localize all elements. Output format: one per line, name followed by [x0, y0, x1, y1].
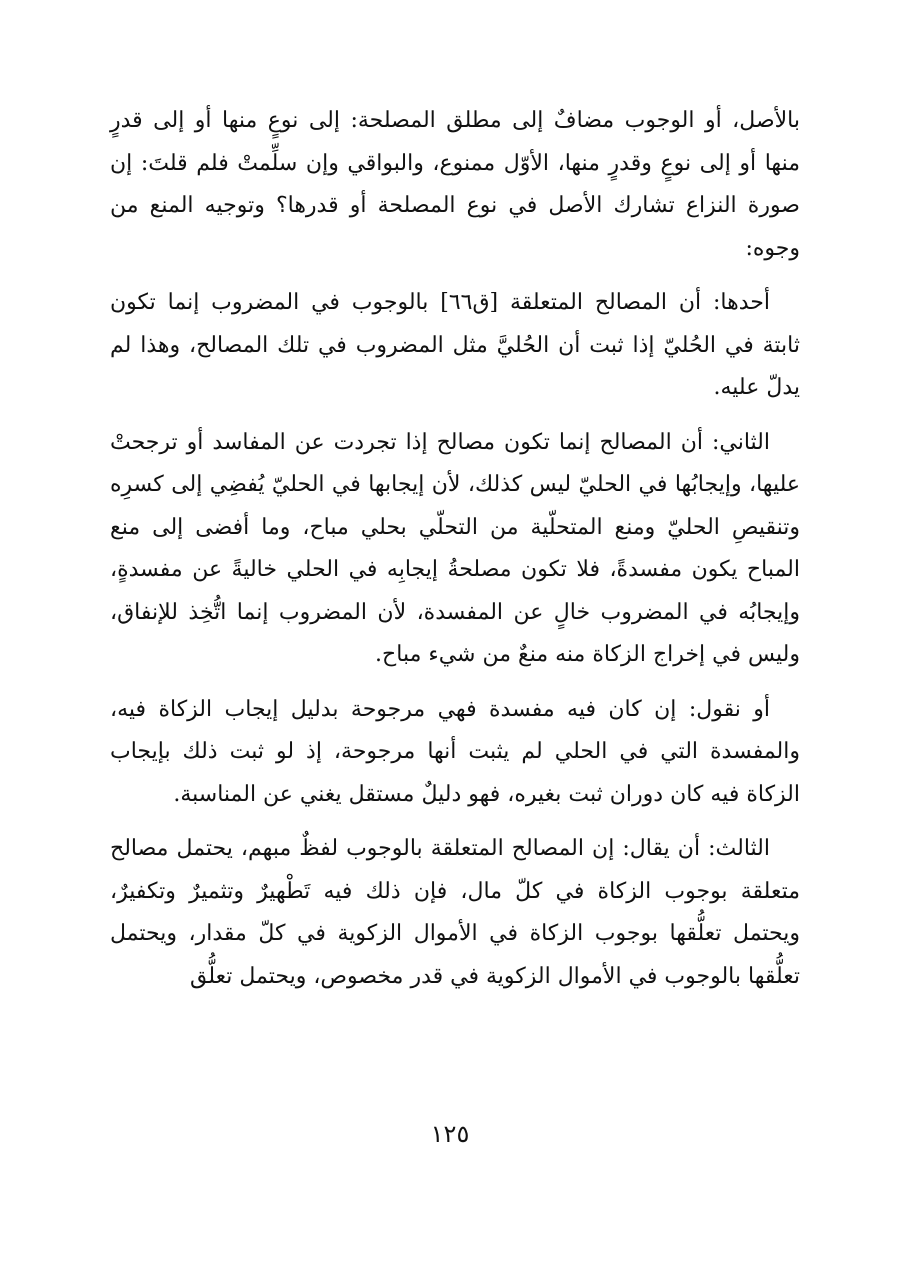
paragraph-alternative: أو نقول: إن كان فيه مفسدة فهي مرجوحة بدليل إيجاب الزكاة فيه، والمفسدة التي في الحلي لم يثبت أنها مرجوحة، إذ لو ثبت ذلك بإيجاب الزكاة فيه كان دوران ثبت بغيره، فهو دليلٌ مستقل يغني عن المناسبة. — [110, 696, 800, 807]
paragraph-first-point: أحدها: أن المصالح المتعلقة [ق٦٦] بالوجوب في المضروب إنما تكون ثابتة في الحُليّ إذا ثبت أن الحُليَّ مثل المضروب في تلك المصالح، وهذا لم يدلّ عليه. — [110, 290, 800, 400]
paragraph-second-point: الثاني: أن المصالح إنما تكون مصالح إذا تجردت عن المفاسد أو ترجحتْ عليها، وإيجابُها في الحليّ ليس كذلك، لأن إيجابها في الحليّ يُفضِي إلى كسرِه وتنقيصِ الحليّ ومنع المتحلّية من التحلّي بحلي مباح، وما أفضى إلى منع المباح يكون مفسدةً، فلا تكون مصلحةُ إيجابِه في الحلي خاليةً عن مفسدةٍ، وإيجابُه في المضروب خالٍ عن المفسدة، لأن المضروب إنما اتُّخِذ للإنفاق، وليس في إخراج الزكاة منه منعٌ من شيء مباح. — [110, 429, 800, 667]
page-number: ١٢٥ — [430, 1120, 470, 1148]
paragraph-continuation: بالأصل، أو الوجوب مضافٌ إلى مطلق المصلحة: إلى نوعٍ منها أو إلى قدرٍ منها أو إلى نوعٍ وقدرٍ منها، الأوّل ممنوع، والبواقي وإن سلِّمتْ فلم قلتَ: إن صورة النزاع تشارك الأصل في نوع المصلحة أو قدرها؟ وتوجيه المنع من وجوه: — [110, 108, 800, 261]
body-text — [110, 100, 800, 1010]
paragraph-third-point: الثالث: أن يقال: إن المصالح المتعلقة بالوجوب لفظٌ مبهم، يحتمل مصالح متعلقة بوجوب الزكاة في كلّ مال، فإن ذلك فيه تَطْهيرٌ وتثميرٌ وتكفيرٌ، ويحتمل تعلُّقها بوجوب الزكاة في الأموال الزكوية في كلّ مقدار، ويحتمل تعلُّقها بالوجوب في الأموال الزكوية في قدر مخصوص، ويحتمل تعلُّق — [110, 836, 800, 989]
